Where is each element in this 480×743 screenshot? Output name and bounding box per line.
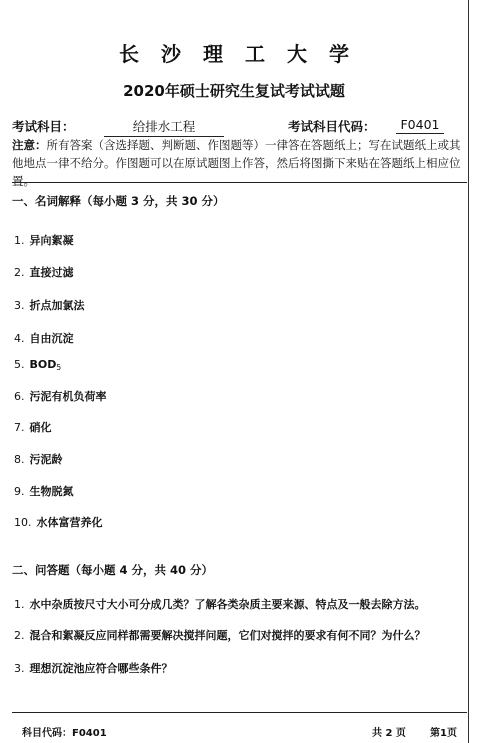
item-number: 2. [14, 629, 25, 642]
item-text: 直接过滤 [29, 266, 74, 279]
item-number: 6. [14, 390, 25, 403]
item-number: 8. [14, 453, 25, 466]
term-item [14, 330, 74, 346]
term-item [14, 388, 107, 404]
item-number: 3. [14, 299, 25, 312]
exam-meta-row [12, 117, 467, 137]
item-text: 硝化 [29, 421, 52, 434]
notice-text: 所有答案（含选择题、判断题、作图题等）一律答在答题纸上；写在试题纸上或其他地点一律不给分。作图题可以在原试题图上作答，然后将图撕下来贴在答题纸上相应位置。 [12, 138, 461, 188]
exam-title: 2020年硕士研究生复试考试试题 [123, 82, 345, 100]
item-text: 生物脱氮 [29, 485, 74, 498]
term-item [14, 483, 74, 499]
item-number: 2. [14, 266, 25, 279]
item-text: 异向絮凝 [29, 234, 74, 247]
item-text: 折点加氯法 [29, 299, 85, 312]
item-text: 混合和絮凝反应同样都需要解决搅拌问题，它们对搅拌的要求有何不同？为什么？ [29, 629, 426, 642]
term-item [14, 514, 103, 530]
item-number: 1. [14, 234, 25, 247]
notice-label: 注意： [12, 138, 47, 152]
question-item [14, 660, 173, 676]
section-2-heading: 二、问答题（每小题 4 分，共 40 分） [12, 563, 214, 577]
footer-divider [12, 712, 467, 713]
subject-label: 考试科目： [12, 119, 75, 134]
subject-code-label: 考试科目代码： [288, 119, 376, 134]
footer-page-total: 共 2 页 [372, 728, 406, 739]
subject-code-value: F0401 [396, 117, 444, 134]
section-1-heading: 一、名词解释（每小题 3 分，共 30 分） [12, 194, 225, 208]
footer-page-number: 第1页 [430, 728, 457, 739]
footer-subject-code: 科目代码：F0401 [22, 728, 107, 739]
item-text: 自由沉淀 [29, 332, 74, 345]
question-item [14, 627, 426, 643]
item-text: 污泥有机负荷率 [29, 390, 107, 403]
term-item [14, 451, 63, 467]
header-divider [12, 182, 467, 183]
term-item [14, 419, 52, 435]
item-number: 10. [14, 516, 32, 529]
term-item [14, 232, 74, 248]
university-name: 长沙理工大学 [119, 42, 371, 66]
item-number: 7. [14, 421, 25, 434]
item-number: 4. [14, 332, 25, 345]
item-number: 1. [14, 598, 25, 611]
item-text: 水体富营养化 [36, 516, 103, 529]
term-item [14, 297, 85, 313]
item-number: 9. [14, 485, 25, 498]
term-item [14, 264, 74, 280]
item-text: 水中杂质按尺寸大小可分成几类？了解各类杂质主要来源、特点及一般去除方法。 [29, 598, 426, 611]
item-subscript: 5 [56, 363, 62, 372]
term-item [14, 358, 61, 372]
item-text: 污泥龄 [29, 453, 63, 466]
item-number: 3. [14, 662, 25, 675]
item-text: 理想沉淀池应符合哪些条件？ [29, 662, 173, 675]
item-text: BOD [29, 358, 57, 371]
subject-value: 给排水工程 [104, 117, 224, 137]
item-number: 5. [14, 358, 25, 371]
question-item [14, 596, 426, 612]
